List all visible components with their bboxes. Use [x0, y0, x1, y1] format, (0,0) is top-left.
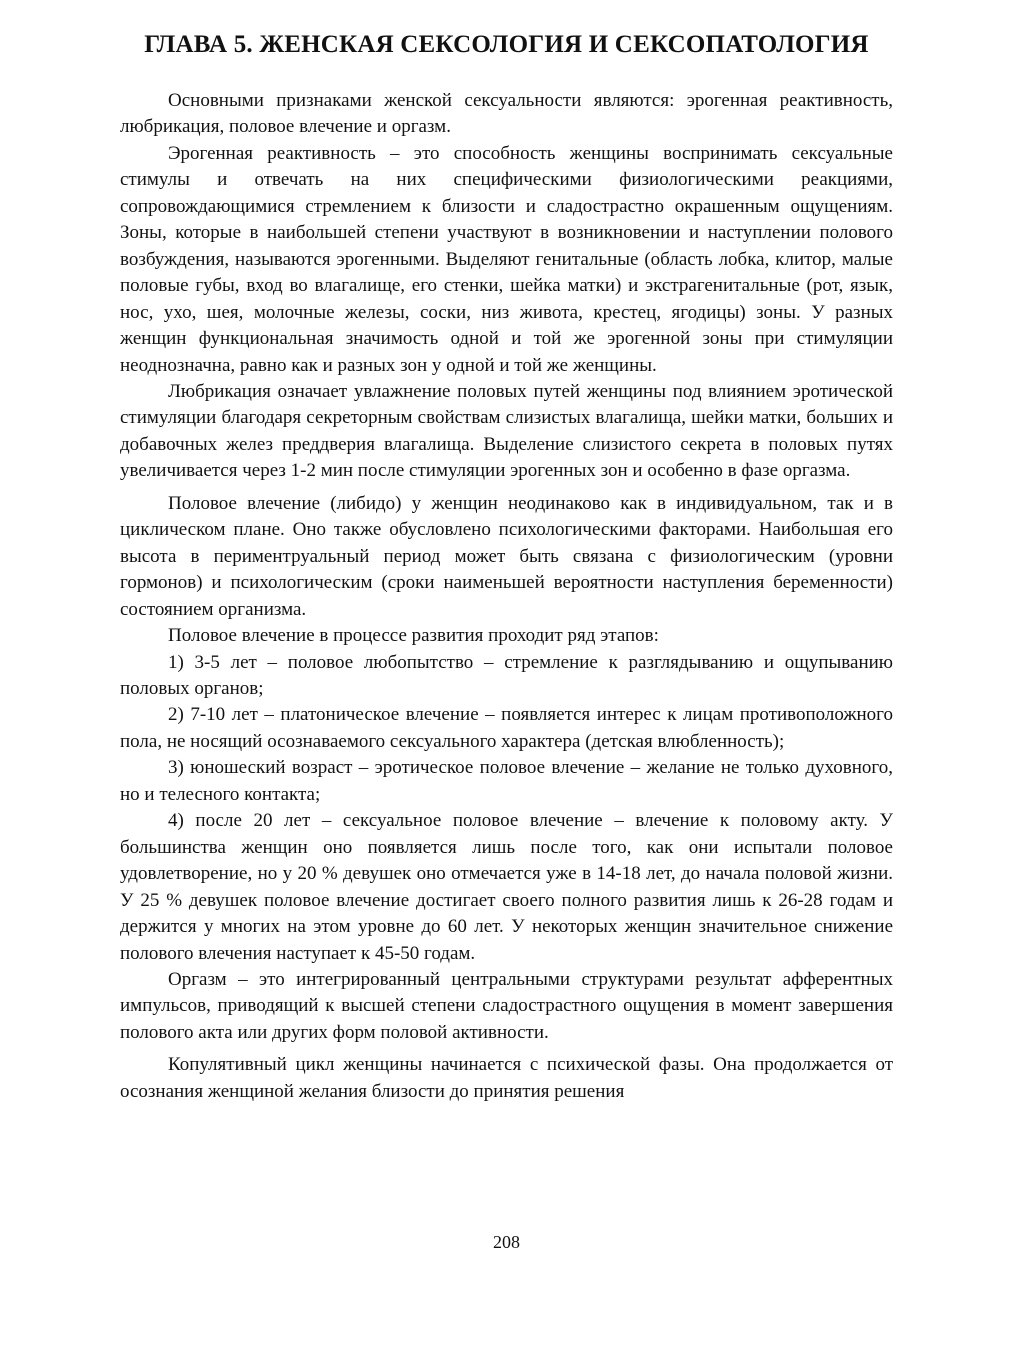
stage-item: 4) после 20 лет – сексуальное половое влечение – влечение к половому акту. У большинства женщин оно появляется лишь после того, как они испытали половое удовлетворение, но у 20 % девушек оно отмечается уже в 14-18 лет, до начала половой жизни. У 25 % девушек половое влечение достигает своего полного развития лишь к 26-28 годам и держится у многих на этом уровне до 60 лет. У некоторых женщин значительное снижение полового влечения наступает к 45-50 годам.	[120, 810, 893, 964]
stage-item: 2) 7-10 лет – платоническое влечение – появляется интерес к лицам противоположного пола, не носящий осознаваемого сексуального характера (детская влюбленность);	[120, 704, 893, 752]
document-page	[120, 26, 893, 1326]
paragraph-copulative-cycle: Копулятивный цикл женщины начинается с психической фазы. Она продолжается от осознания женщиной желания близости до принятия решения	[120, 1054, 893, 1102]
chapter-title: ГЛАВА 5. ЖЕНСКАЯ СЕКСОЛОГИЯ И СЕКСОПАТОЛОГИЯ	[144, 31, 869, 58]
stage-item: 1) 3-5 лет – половое любопытство – стремление к разглядыванию и ощупыванию половых органов;	[120, 651, 893, 699]
paragraph-intro: Основными признаками женской сексуальности являются: эрогенная реактивность, любрикация, половое влечение и оргазм.	[120, 90, 893, 138]
paragraph-stages-intro: Половое влечение в процессе развития проходит ряд этапов:	[168, 625, 659, 647]
paragraph-libido: Половое влечение (либидо) у женщин неодинаково как в индивидуальном, так и в циклическом плане. Оно также обусловлено психологическими факторами. Наибольшая его высота в периментруальный период может быть связана с физиологическим (уровни гормонов) и психологическим (сроки наименьшей вероятности наступления беременности) состоянием организма.	[120, 492, 893, 620]
stages-list	[120, 650, 893, 967]
paragraph-orgasm: Оргазм – это интегрированный центральными структурами результат афферентных импульсов, приводящий к высшей степени сладострастного ощущения в момент завершения полового акта или других форм половой активности.	[120, 968, 893, 1043]
page-number: 208	[493, 1232, 520, 1252]
stage-item: 3) юношеский возраст – эротическое половое влечение – желание не только духовного, но и телесного контакта;	[120, 757, 893, 805]
paragraph-lubrication: Любрикация означает увлажнение половых путей женщины под влиянием эротической стимуляции благодаря секреторным свойствам слизистых влагалища, шейки матки, больших и добавочных желез преддверия влагалища. Выделение слизистого секрета в половых путях увеличивается через 1-2 мин после стимуляции эрогенных зон и особенно в фазе оргазма.	[120, 380, 893, 482]
chapter-body	[120, 88, 893, 1105]
paragraph-erogenous-reactivity: Эрогенная реактивность – это способность женщины воспринимать сексуальные стимулы и отвечать на них специфическими физиологическими реакциями, сопровождающимися стремлением к близости и сладострастно окрашенным ощущениям. Зоны, которые в наибольшей степени участвуют в возникновении и наступлении полового возбуждения, называются эрогенными. Выделяют генитальные (область лобка, клитор, малые половые губы, вход во влагалище, его стенки, шейка матки) и экстрагенитальные (рот, язык, нос, ухо, шея, молочные железы, соски, низ живота, крестец, ягодицы) зоны. У разных женщин функциональная значимость одной и той же эрогенной зоны при стимуляции неоднозначна, равно как и разных зон у одной и той же женщины.	[120, 142, 893, 376]
